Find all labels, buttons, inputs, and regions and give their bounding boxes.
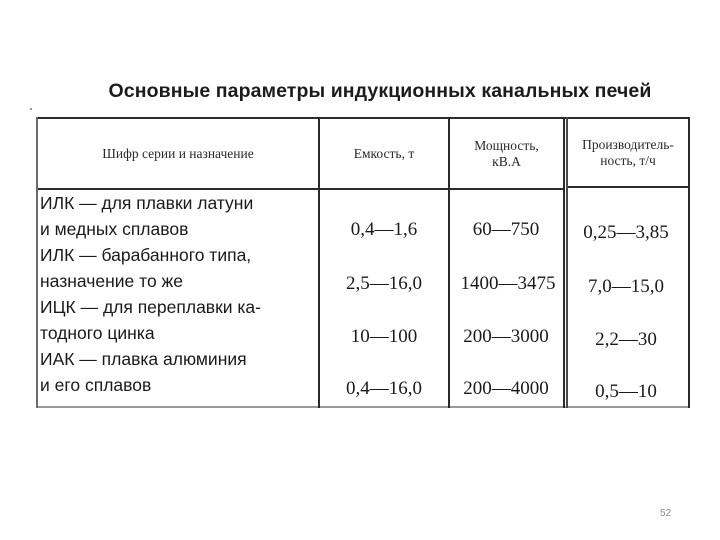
capacity-value: 2,5—16,0 (346, 273, 422, 294)
power-value: 60—750 (472, 219, 540, 240)
col-divider-3 (563, 117, 565, 408)
power-value: 1400—3475 (460, 273, 556, 294)
header-productivity-line2: ность, т/ч (600, 152, 656, 168)
description-line: и медных сплавов (40, 219, 189, 239)
capacity-value: 0,4—16,0 (346, 378, 422, 399)
power-value: 200—3000 (463, 326, 549, 347)
header-capacity (320, 119, 448, 188)
description-line: ИЦК — для переплавки ка- (40, 297, 261, 317)
header-productivity-line1: Производитель- (582, 136, 674, 152)
description-line: ИЛК — барабанного типа, (40, 245, 252, 265)
productivity-value: 2,2—30 (595, 329, 657, 350)
header-series-purpose-label: Шифр серии и назначение (102, 145, 254, 161)
header-power-line2: кВ.А (492, 153, 521, 169)
header-power-line1: Мощность, (474, 137, 539, 153)
productivity-value: 0,5—10 (595, 381, 657, 402)
table-bottom-border (36, 406, 690, 408)
description-line: ИЛК — для плавки латуни (40, 193, 254, 213)
header-power (450, 119, 563, 188)
productivity-value: 0,25—3,85 (583, 222, 669, 243)
header-series-purpose (38, 119, 318, 188)
header-divider (36, 188, 564, 190)
productivity-value: 7,0—15,0 (588, 276, 664, 297)
right-border (688, 117, 690, 408)
capacity-value: 10—100 (350, 326, 418, 347)
header-productivity (568, 119, 688, 186)
slide-title: Основные параметры индукционных канальных печей (108, 80, 652, 102)
description-line: ИАК — плавка алюминия (40, 349, 247, 369)
description-line: назначение то же (40, 271, 183, 291)
power-value: 200—4000 (463, 378, 549, 399)
page-number: 52 (660, 508, 672, 519)
header-divider-last-col (566, 186, 690, 188)
header-capacity-label: Емкость, т (353, 145, 415, 161)
description-line: тодного цинка (40, 323, 155, 343)
description-line: и его сплавов (40, 375, 152, 395)
capacity-value: 0,4—1,6 (350, 219, 418, 240)
stray-mark (30, 108, 32, 110)
